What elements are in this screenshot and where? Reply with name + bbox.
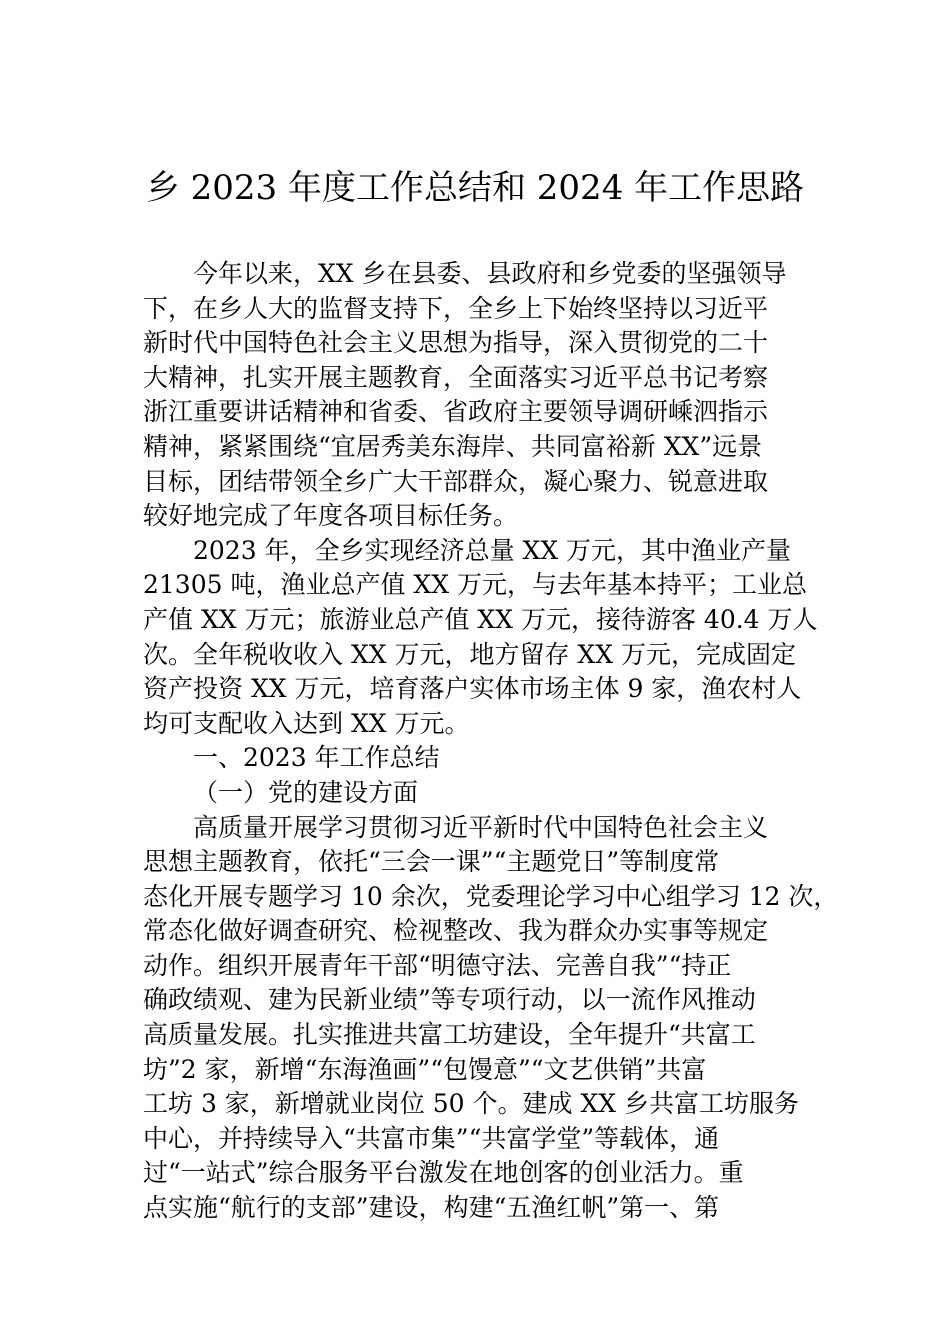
text-line: 21305 吨，渔业总产值 XX 万元，与去年基本持平；工业总: [143, 570, 807, 600]
text-line: 今年以来，XX 乡在县委、县政府和乡党委的坚强领导: [193, 259, 787, 288]
text-line: 动作。组织开展青年干部“明德守法、完善自我”“持正: [143, 950, 732, 980]
text-line: 大精神，扎实开展主题教育，全面落实习近平总书记考察: [143, 362, 769, 392]
text-line: 一、2023 年工作总结: [193, 743, 440, 773]
document-title: 乡 2023 年度工作总结和 2024 年工作思路: [145, 168, 805, 208]
text-line: （一）党的建设方面: [193, 777, 419, 807]
text-line: 目标，团结带领全乡广大干部群众，凝心聚力、锐意进取: [143, 466, 769, 496]
text-line: 2023 年，全乡实现经济总量 XX 万元，其中渔业产量: [193, 535, 792, 565]
text-line: 高质量发展。扎实推进共富工坊建设，全年提升“共富工: [143, 1020, 756, 1050]
document-body: [143, 257, 839, 1226]
text-line: 产值 XX 万元；旅游业总产值 XX 万元，接待游客 40.4 万人: [143, 604, 818, 634]
text-line: 精神，紧紧围绕“宜居秀美东海岸、共同富裕新 XX”远景: [143, 431, 763, 461]
text-line: 过“一站式”综合服务平台激发在地创客的创业活力。重: [143, 1158, 744, 1188]
text-line: 中心，并持续导入“共富市集”“共富学堂”等载体，通: [143, 1123, 720, 1153]
text-line: 下，在乡人大的监督支持下，全乡上下始终坚持以习近平: [143, 293, 769, 323]
text-line: 态化开展专题学习 10 余次，党委理论学习中心组学习 12 次，: [143, 881, 839, 911]
text-line: 次。全年税收收入 XX 万元，地方留存 XX 万元，完成固定: [143, 639, 796, 669]
text-line: 较好地完成了年度各项目标任务。: [143, 501, 519, 531]
text-line: 工坊 3 家，新增就业岗位 50 个。建成 XX 乡共富工坊服务: [143, 1089, 799, 1119]
text-line: 均可支配收入达到 XX 万元。: [143, 708, 470, 738]
text-line: 确政绩观、建为民新业绩”等专项行动，以一流作风推动: [143, 985, 756, 1015]
text-line: 思想主题教育，依托“三会一课”“主题党日”等制度常: [143, 847, 720, 877]
text-line: 点实施“航行的支部”建设，构建“五渔红帆”第一、第: [143, 1193, 720, 1223]
text-line: 高质量开展学习贯彻习近平新时代中国特色社会主义: [193, 812, 769, 842]
text-line: 新时代中国特色社会主义思想为指导，深入贯彻党的二十: [143, 328, 769, 358]
text-line: 坊”2 家，新增“东海渔画”“包馒意”“文艺供销”共富: [143, 1054, 707, 1084]
text-line: 常态化做好调查研究、检视整改、我为群众办实事等规定: [143, 916, 769, 946]
text-line: 浙江重要讲话精神和省委、省政府主要领导调研嵊泗指示: [143, 397, 769, 427]
text-line: 资产投资 XX 万元，培育落户实体市场主体 9 家，渔农村人: [143, 674, 802, 704]
